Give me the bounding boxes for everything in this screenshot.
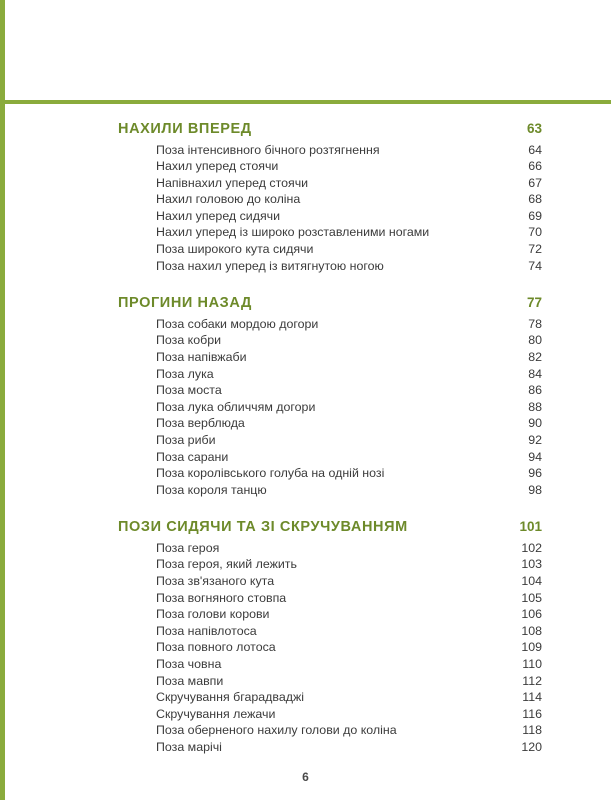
toc-entry[interactable] [118,658,542,670]
toc-entry-page: 112 [522,673,542,688]
toc-entry-page: 109 [521,640,542,655]
toc-entry-label: Поза зв'язаного кута [156,573,275,588]
toc-entry-page: 82 [528,349,542,364]
toc-entry-page: 72 [528,242,542,257]
section-heading-row [118,520,542,535]
section-heading-label: ПРОГИНИ НАЗАД [118,295,252,312]
toc-entry-page: 84 [528,366,542,381]
toc-entry-label: Поза кобри [156,333,222,348]
toc-entry[interactable] [118,708,542,720]
toc-entry-page: 69 [528,208,542,223]
toc-entry-label: Поза лука [156,366,214,381]
toc-entry-label: Поза голови корови [156,607,270,622]
toc-entry-page: 106 [521,607,542,622]
toc-entry[interactable] [118,741,542,753]
toc-entry-label: Поза напівлотоса [156,623,257,638]
toc-content [118,122,542,758]
toc-entry-page: 114 [522,690,542,705]
toc-entry[interactable] [118,575,542,587]
toc-entry-label: Нахил уперед із широко розставленими ногами [156,225,430,240]
toc-entry-page: 67 [528,175,542,190]
toc-entry-page: 88 [528,399,542,414]
toc-entry[interactable] [118,334,542,346]
toc-entry[interactable] [118,260,542,272]
toc-entry-label: Поза мавпи [156,673,224,688]
toc-entry-label: Поза марічі [156,739,222,754]
toc-entry-label: Поза героя, який лежить [156,557,297,572]
toc-entry-label: Поза нахил уперед із витягнутою ногою [156,258,384,273]
toc-entry-label: Скручування лежачи [156,706,276,721]
section-heading-page: 63 [526,121,542,136]
toc-entry[interactable] [118,368,542,380]
toc-entry-page: 90 [528,416,542,431]
toc-entry[interactable] [118,193,542,205]
toc-entry-page: 70 [528,225,542,240]
toc-entry-page: 118 [522,723,542,738]
toc-entry-page: 98 [528,482,542,497]
section-heading-row [118,296,542,311]
toc-section [118,122,542,272]
toc-entry-label: Поза короля танцю [156,482,267,497]
toc-entry-page: 78 [528,316,542,331]
toc-entry-page: 86 [528,383,542,398]
toc-entry[interactable] [118,451,542,463]
toc-entry-page: 80 [528,333,542,348]
toc-entry-label: Поза риби [156,432,216,447]
toc-entry-page: 92 [528,432,542,447]
toc-entry[interactable] [118,144,542,156]
toc-entry[interactable] [118,318,542,330]
page-number: 6 [302,770,309,784]
toc-entry-label: Напівнахил уперед стоячи [156,175,309,190]
toc-entry-page: 96 [528,466,542,481]
toc-entry[interactable] [118,384,542,396]
toc-entry-label: Поза моста [156,383,222,398]
toc-entry[interactable] [118,160,542,172]
toc-entry[interactable] [118,467,542,479]
toc-entry-label: Поза королівського голуба на одній нозі [156,466,385,481]
toc-entry-page: 116 [522,706,542,721]
toc-entry[interactable] [118,351,542,363]
toc-entry[interactable] [118,243,542,255]
toc-entry-page: 94 [528,449,542,464]
toc-entry[interactable] [118,558,542,570]
toc-entry[interactable] [118,608,542,620]
left-accent-rule [0,0,5,800]
toc-entry[interactable] [118,691,542,703]
toc-entry-page: 64 [528,142,542,157]
toc-entry-page: 104 [521,573,542,588]
toc-entry[interactable] [118,434,542,446]
toc-entry-label: Поза човна [156,656,222,671]
toc-entry-page: 105 [521,590,542,605]
toc-entry-label: Поза оберненого нахилу голови до коліна [156,723,397,738]
toc-entry-label: Нахил головою до коліна [156,192,301,207]
section-heading-label: ПОЗИ СИДЯЧИ ТА ЗІ СКРУЧУВАННЯМ [118,519,408,536]
toc-entry[interactable] [118,625,542,637]
toc-entry[interactable] [118,177,542,189]
section-spacer [118,276,542,296]
section-heading-row [118,122,542,137]
toc-entry-label: Нахил уперед стоячи [156,159,279,174]
toc-entry[interactable] [118,417,542,429]
toc-entry-label: Поза широкого кута сидячи [156,242,314,257]
toc-entry-page: 108 [521,623,542,638]
toc-entry-page: 110 [522,656,542,671]
toc-entry-label: Поза героя [156,540,220,555]
section-spacer [118,500,542,520]
toc-entry-label: Поза інтенсивного бічного розтягнення [156,142,380,157]
section-heading-label: НАХИЛИ ВПЕРЕД [118,121,252,137]
toc-section [118,296,542,496]
toc-section [118,520,542,753]
toc-entry-page: 120 [521,739,542,754]
toc-entry[interactable] [118,542,542,554]
toc-entry-page: 102 [521,540,542,555]
toc-entry-label: Поза повного лотоса [156,640,276,655]
toc-entry[interactable] [118,641,542,653]
toc-entry-label: Нахил уперед сидячи [156,208,281,223]
toc-entry-page: 103 [521,557,542,572]
toc-entry[interactable] [118,401,542,413]
toc-entry-page: 74 [528,258,542,273]
toc-entry[interactable] [118,675,542,687]
toc-entry-page: 66 [528,159,542,174]
toc-entry-label: Поза верблюда [156,416,245,431]
toc-entry-label: Скручування бгарадваджі [156,690,304,705]
toc-entry[interactable] [118,592,542,604]
toc-entry-label: Поза вогняного стовпа [156,590,287,605]
section-heading-page: 77 [526,295,542,311]
toc-entry-page: 68 [528,192,542,207]
toc-entry[interactable] [118,226,542,238]
toc-entry-label: Поза напівжаби [156,349,247,364]
toc-entry-label: Поза сарани [156,449,229,464]
toc-entry[interactable] [118,724,542,736]
toc-entry[interactable] [118,210,542,222]
section-heading-page: 101 [519,519,542,535]
top-accent-rule [0,100,611,104]
toc-entry-label: Поза лука обличчям догори [156,399,316,414]
toc-entry[interactable] [118,484,542,496]
toc-entry-label: Поза собаки мордою догори [156,316,319,331]
